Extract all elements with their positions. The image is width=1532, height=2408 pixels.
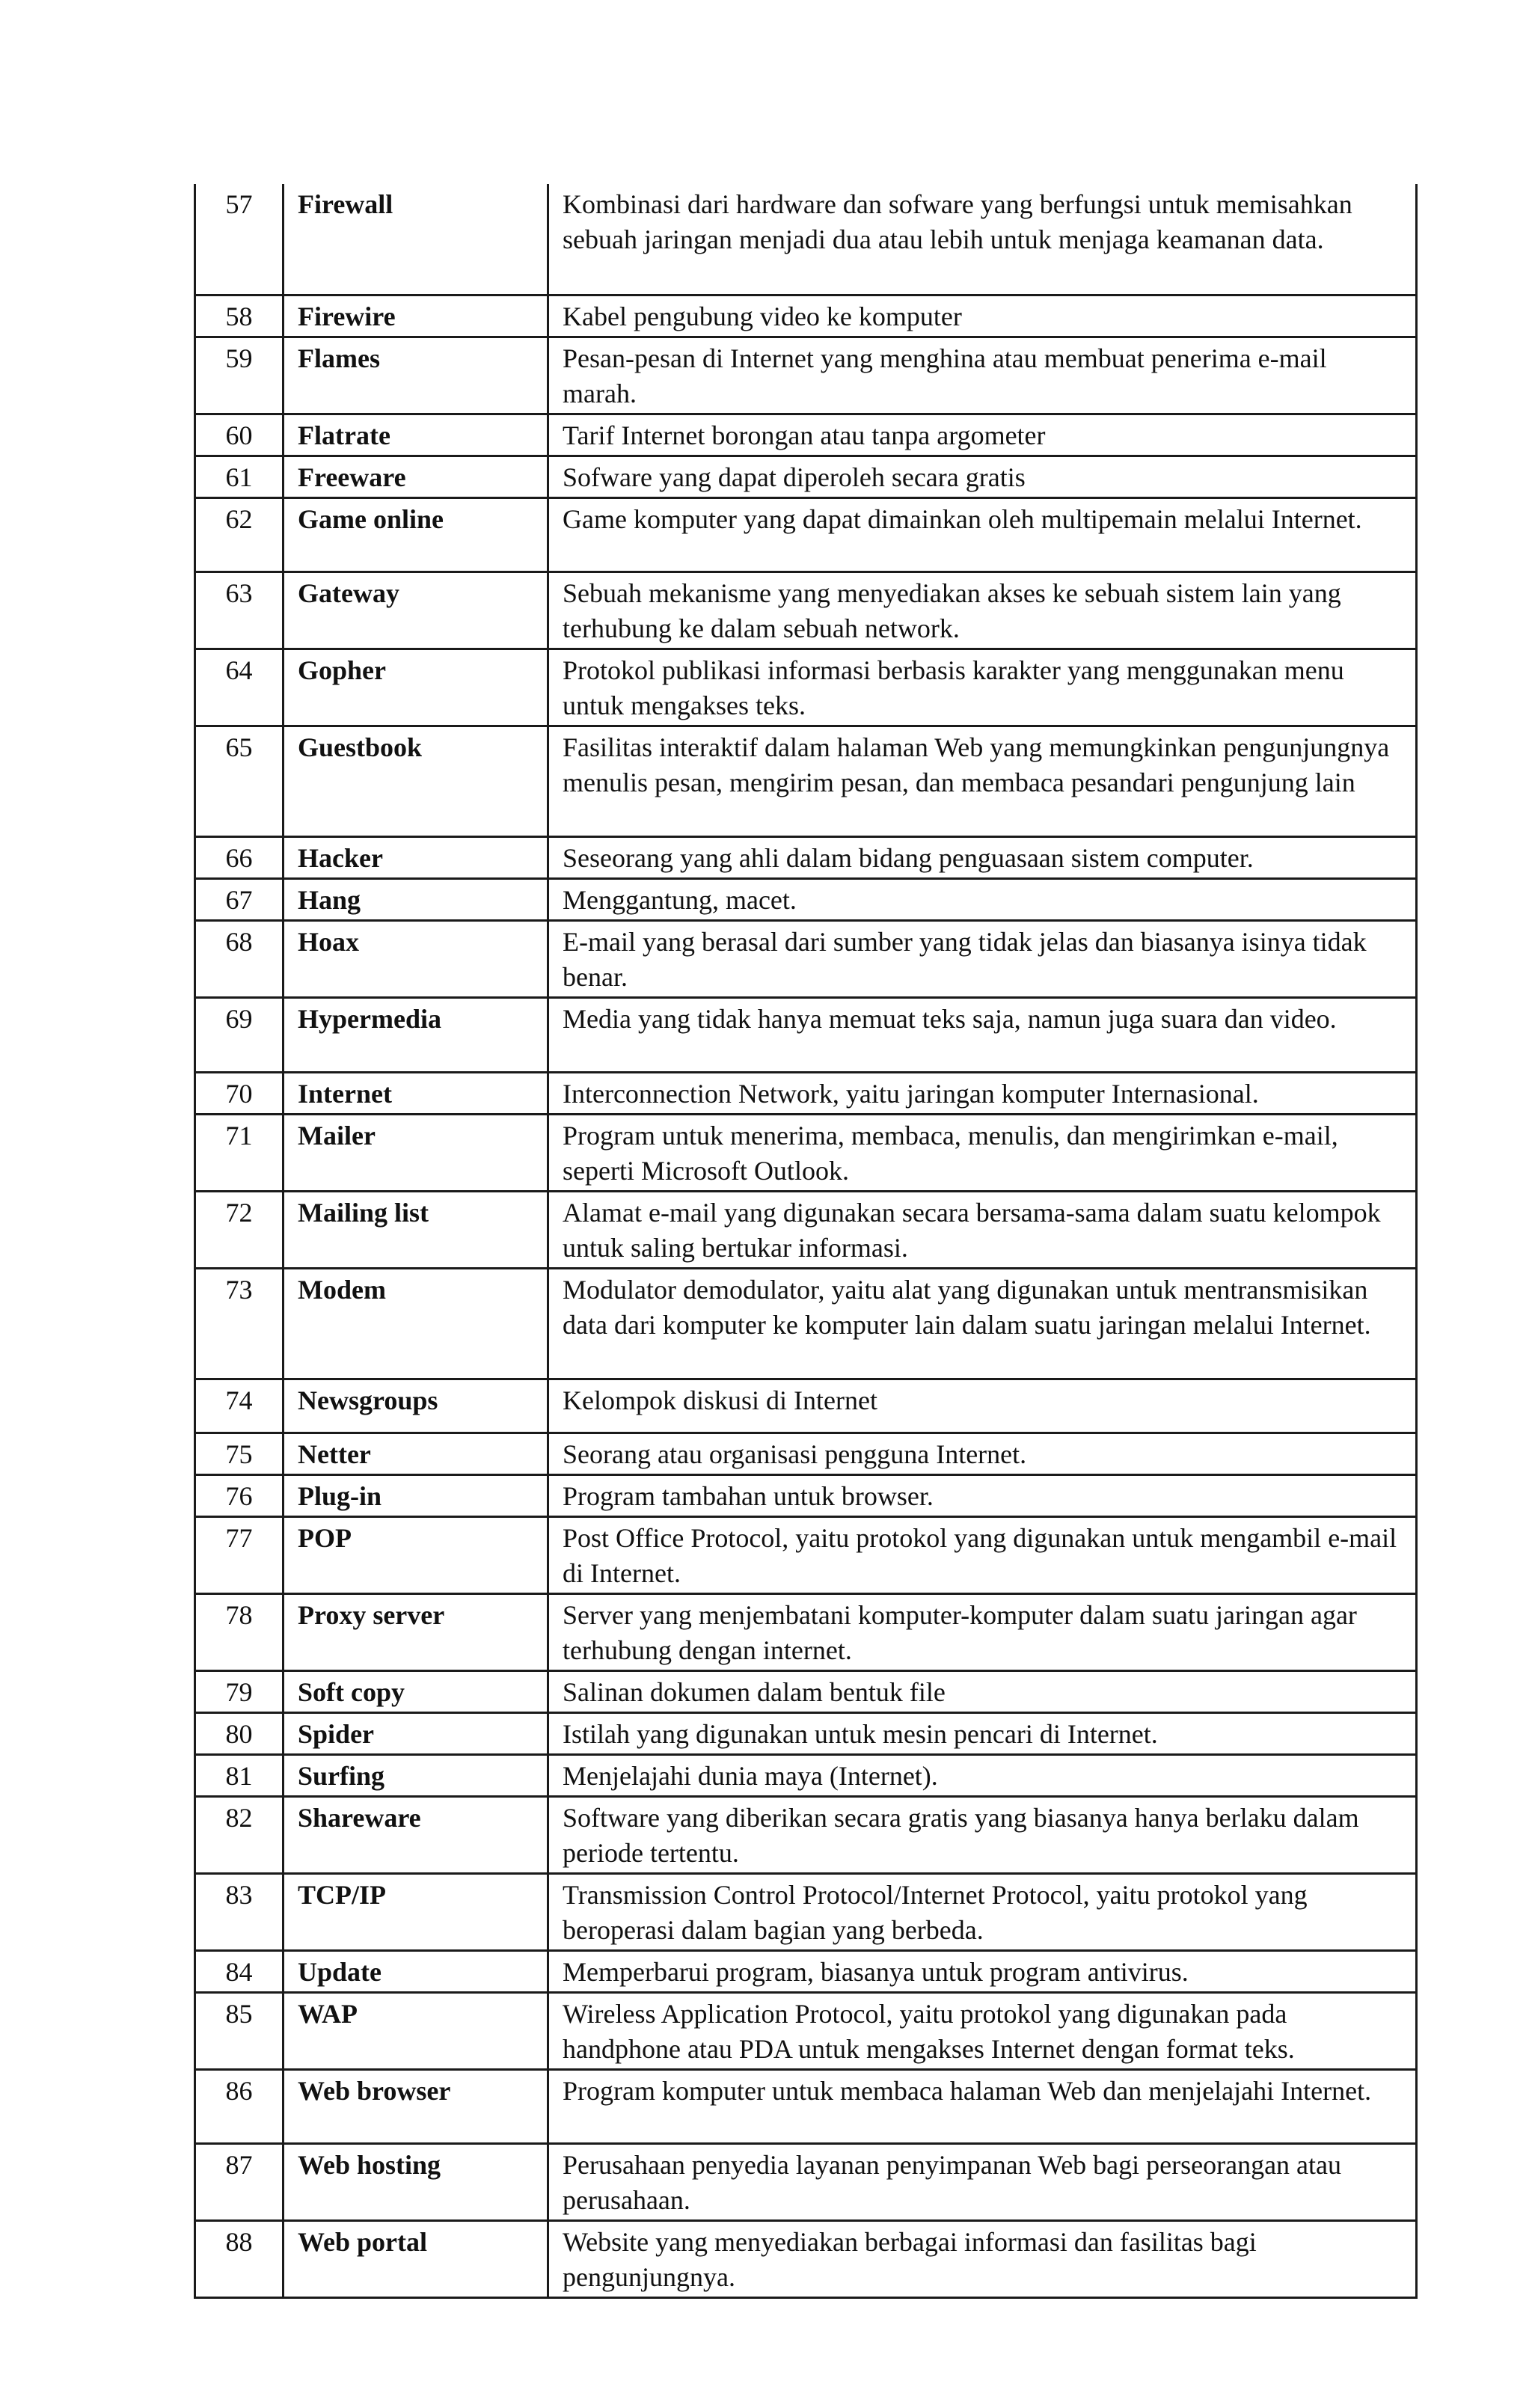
term-cell: Hoax [284,920,548,997]
table-row [195,920,1417,997]
term-cell: Mailing list [284,1191,548,1268]
row-number: 73 [195,1268,284,1379]
table-row [195,1433,1417,1474]
definition-cell: Interconnection Network, yaitu jaringan komputer Internasional. [548,1072,1417,1114]
row-number: 61 [195,456,284,497]
term-cell: WAP [284,1992,548,2069]
definition-cell: Pesan-pesan di Internet yang menghina atau membuat penerima e-mail marah. [548,337,1417,414]
definition-cell: Media yang tidak hanya memuat teks saja, namun juga suara dan video. [548,997,1417,1072]
row-number: 67 [195,878,284,920]
table-row [195,2220,1417,2297]
definition-cell: Program tambahan untuk browser. [548,1474,1417,1516]
definition-cell: Game komputer yang dapat dimainkan oleh multipemain melalui Internet. [548,497,1417,572]
row-number: 62 [195,497,284,572]
glossary-table [194,184,1418,2299]
definition-cell: Salinan dokumen dalam bentuk file [548,1670,1417,1712]
term-cell: Web browser [284,2069,548,2143]
term-cell: Guestbook [284,726,548,836]
definition-cell: Transmission Control Protocol/Internet Protocol, yaitu protokol yang beroperasi dalam bagian yang berbeda. [548,1873,1417,1950]
term-cell: Flames [284,337,548,414]
table-row [195,1754,1417,1796]
row-number: 77 [195,1516,284,1593]
definition-cell: Program untuk menerima, membaca, menulis, dan mengirimkan e-mail, seperti Microsoft Outlook. [548,1114,1417,1191]
term-cell: Soft copy [284,1670,548,1712]
row-number: 68 [195,920,284,997]
term-cell: Modem [284,1268,548,1379]
definition-cell: Post Office Protocol, yaitu protokol yang digunakan untuk mengambil e-mail di Internet. [548,1516,1417,1593]
term-cell: Firewall [284,184,548,295]
table-row [195,1670,1417,1712]
table-row [195,2069,1417,2143]
table-row [195,1516,1417,1593]
table-row [195,295,1417,337]
definition-cell: Istilah yang digunakan untuk mesin pencari di Internet. [548,1712,1417,1754]
term-cell: Spider [284,1712,548,1754]
term-cell: Hang [284,878,548,920]
row-number: 79 [195,1670,284,1712]
term-cell: Hypermedia [284,997,548,1072]
definition-cell: Menggantung, macet. [548,878,1417,920]
term-cell: Web portal [284,2220,548,2297]
term-cell: Game online [284,497,548,572]
definition-cell: Server yang menjembatani komputer-komputer dalam suatu jaringan agar terhubung dengan internet. [548,1593,1417,1670]
row-number: 57 [195,184,284,295]
row-number: 87 [195,2143,284,2220]
table-row [195,1268,1417,1379]
table-row [195,497,1417,572]
table-row [195,1992,1417,2069]
term-cell: Web hosting [284,2143,548,2220]
definition-cell: Sofware yang dapat diperoleh secara gratis [548,456,1417,497]
definition-cell: Fasilitas interaktif dalam halaman Web yang memungkinkan pengunjungnya menulis pesan, mengirim pesan, dan membaca pesandari pengunjung lain [548,726,1417,836]
row-number: 59 [195,337,284,414]
term-cell: Shareware [284,1796,548,1873]
term-cell: Freeware [284,456,548,497]
definition-cell: Seseorang yang ahli dalam bidang penguasaan sistem computer. [548,836,1417,878]
term-cell: Flatrate [284,414,548,456]
row-number: 78 [195,1593,284,1670]
table-row [195,337,1417,414]
row-number: 65 [195,726,284,836]
table-row [195,1712,1417,1754]
term-cell: Update [284,1950,548,1992]
row-number: 82 [195,1796,284,1873]
row-number: 64 [195,649,284,726]
term-cell: TCP/IP [284,1873,548,1950]
table-row [195,1114,1417,1191]
table-row [195,878,1417,920]
row-number: 66 [195,836,284,878]
definition-cell: Website yang menyediakan berbagai informasi dan fasilitas bagi pengunjungnya. [548,2220,1417,2297]
term-cell: Proxy server [284,1593,548,1670]
table-row [195,997,1417,1072]
row-number: 83 [195,1873,284,1950]
row-number: 70 [195,1072,284,1114]
definition-cell: Sebuah mekanisme yang menyediakan akses ke sebuah sistem lain yang terhubung ke dalam sebuah network. [548,572,1417,649]
term-cell: Hacker [284,836,548,878]
term-cell: Gopher [284,649,548,726]
definition-cell: Software yang diberikan secara gratis yang biasanya hanya berlaku dalam periode tertentu. [548,1796,1417,1873]
definition-cell: Perusahaan penyedia layanan penyimpanan Web bagi perseorangan atau perusahaan. [548,2143,1417,2220]
table-row [195,1593,1417,1670]
term-cell: Netter [284,1433,548,1474]
term-cell: Plug-in [284,1474,548,1516]
row-number: 58 [195,295,284,337]
definition-cell: Kelompok diskusi di Internet [548,1379,1417,1433]
table-row [195,1873,1417,1950]
definition-cell: Kabel pengubung video ke komputer [548,295,1417,337]
table-row [195,2143,1417,2220]
definition-cell: Seorang atau organisasi pengguna Internet. [548,1433,1417,1474]
table-row [195,456,1417,497]
term-cell: POP [284,1516,548,1593]
table-row [195,414,1417,456]
definition-cell: E-mail yang berasal dari sumber yang tidak jelas dan biasanya isinya tidak benar. [548,920,1417,997]
row-number: 75 [195,1433,284,1474]
table-row [195,1474,1417,1516]
row-number: 60 [195,414,284,456]
row-number: 80 [195,1712,284,1754]
definition-cell: Program komputer untuk membaca halaman Web dan menjelajahi Internet. [548,2069,1417,2143]
definition-cell: Protokol publikasi informasi berbasis karakter yang menggunakan menu untuk mengakses teks. [548,649,1417,726]
term-cell: Newsgroups [284,1379,548,1433]
row-number: 72 [195,1191,284,1268]
table-row [195,649,1417,726]
term-cell: Firewire [284,295,548,337]
row-number: 84 [195,1950,284,1992]
row-number: 88 [195,2220,284,2297]
definition-cell: Modulator demodulator, yaitu alat yang digunakan untuk mentransmisikan data dari komputer ke komputer lain dalam suatu jaringan melalui Internet. [548,1268,1417,1379]
table-row [195,184,1417,295]
table-row [195,572,1417,649]
row-number: 69 [195,997,284,1072]
term-cell: Surfing [284,1754,548,1796]
table-row [195,1072,1417,1114]
table-row [195,1379,1417,1433]
term-cell: Gateway [284,572,548,649]
table-row [195,1796,1417,1873]
table-row [195,726,1417,836]
row-number: 85 [195,1992,284,2069]
definition-cell: Memperbarui program, biasanya untuk program antivirus. [548,1950,1417,1992]
table-row [195,1191,1417,1268]
term-cell: Internet [284,1072,548,1114]
row-number: 71 [195,1114,284,1191]
definition-cell: Menjelajahi dunia maya (Internet). [548,1754,1417,1796]
term-cell: Mailer [284,1114,548,1191]
table-row [195,1950,1417,1992]
definition-cell: Wireless Application Protocol, yaitu protokol yang digunakan pada handphone atau PDA untuk mengakses Internet dengan format teks. [548,1992,1417,2069]
definition-cell: Alamat e-mail yang digunakan secara bersama-sama dalam suatu kelompok untuk saling bertukar informasi. [548,1191,1417,1268]
definition-cell: Kombinasi dari hardware dan sofware yang berfungsi untuk memisahkan sebuah jaringan menjadi dua atau lebih untuk menjaga keamanan data. [548,184,1417,295]
glossary-table-body [195,184,1417,2297]
row-number: 86 [195,2069,284,2143]
row-number: 76 [195,1474,284,1516]
definition-cell: Tarif Internet borongan atau tanpa argometer [548,414,1417,456]
table-row [195,836,1417,878]
row-number: 74 [195,1379,284,1433]
row-number: 63 [195,572,284,649]
row-number: 81 [195,1754,284,1796]
